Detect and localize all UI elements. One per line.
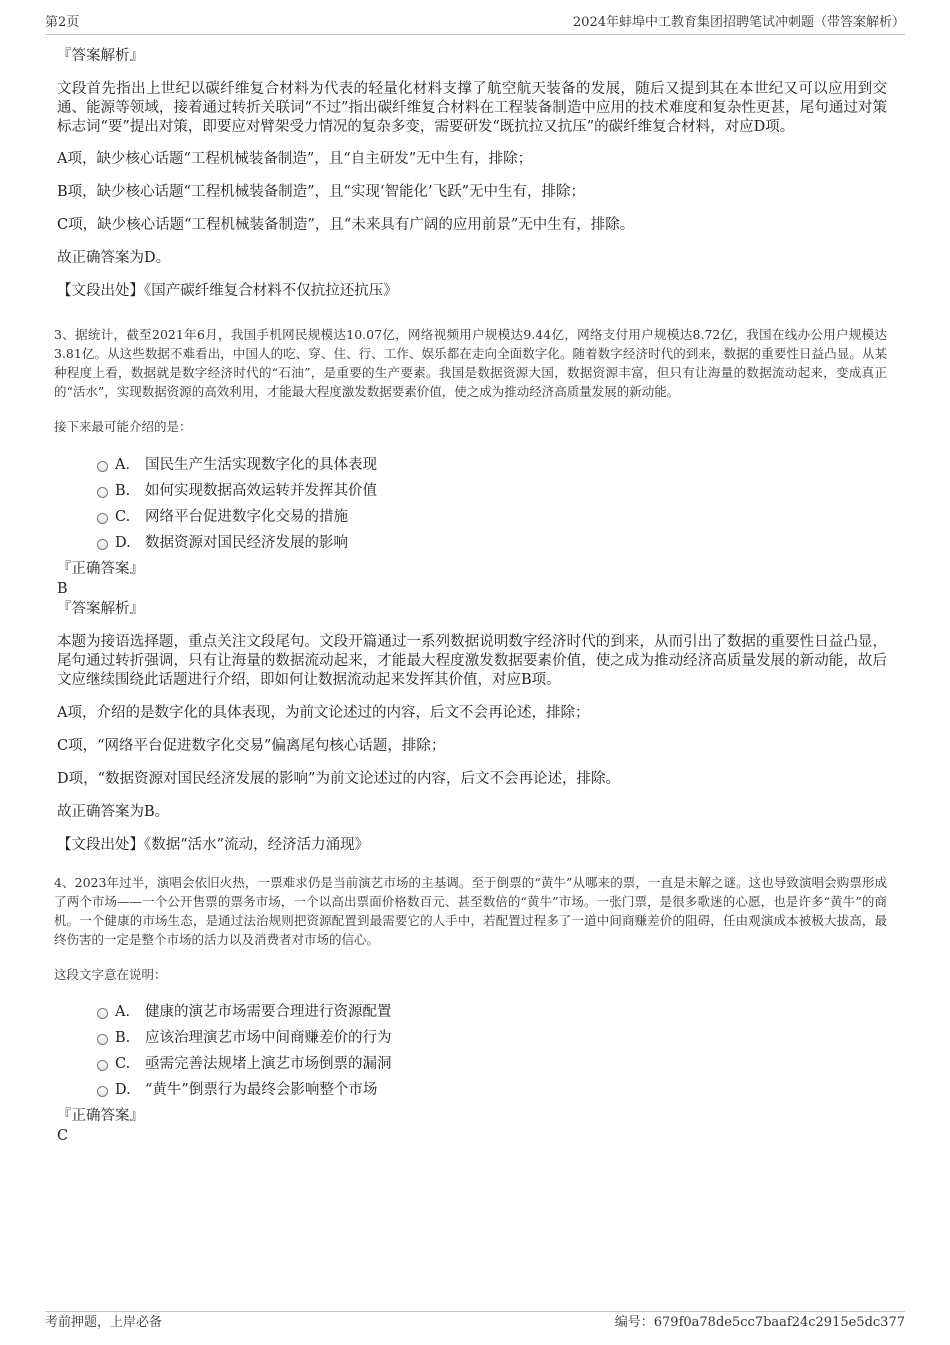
option-note: C项，缺少核心话题“工程机械装备制造”，且“未来具有广阔的应用前景”无中生有，排除。 bbox=[57, 217, 635, 233]
correct-answer-label: 『正确答案』 bbox=[57, 561, 144, 577]
option-key: C. bbox=[115, 1056, 131, 1072]
radio-icon[interactable] bbox=[97, 1008, 108, 1019]
radio-icon[interactable] bbox=[97, 513, 108, 524]
option-key: C. bbox=[115, 509, 131, 525]
option-text: “黄牛”倒票行为最终会影响整个市场 bbox=[145, 1082, 378, 1098]
question-stem: 3、据统计，截至2021年6月，我国手机网民规模达10.07亿，网络视频用户规模达9.44亿，网络支付用户规模达8.72亿，我国在线办公用户规模达3.81亿。从这些数据不难看出，中国人的吃、穿、住、行、工作、娱乐都在走向全面数字化。随着数字经济时代的到来，数据的重要性日益凸显。从某种程度上看，数据就是数字经济时代的“石油”，是重要的生产要素。我国是数据资源大国，数据资源丰富，但只有让海量的数据流动起来，变成真正的“活水”，实现数据资源的高效利用，才能最大程度激发数据要素价值，使之成为推动经济高质量发展的新动能。 bbox=[54, 327, 887, 399]
footer-slogan: 考前押题，上岸必备 bbox=[45, 1315, 163, 1330]
question-stem: 4、2023年过半，演唱会依旧火热，一票难求仍是当前演艺市场的主基调。至于倒票的“黄牛”从哪来的票，一直是未解之谜。这也导致演唱会购票形成了两个市场——一个公开售票的票务市场，一个以高出票面价格数百元、甚至数倍的“黄牛”市场。一张门票，是很多歌迷的心愿，也是许多“黄牛”的商机。一个健康的市场生态，是通过法治规则把资源配置到最需要它的人手中，若配置过程多了一道中间商赚差价的阻碍，任由观演成本被极大拔高，最终伤害的一定是整个市场的活力以及消费者对市场的信心。 bbox=[54, 875, 887, 947]
radio-icon[interactable] bbox=[97, 1060, 108, 1071]
page-content bbox=[54, 46, 887, 1146]
document-title: 2024年蚌埠中工教育集团招聘笔试冲刺题（带答案解析） bbox=[572, 15, 905, 30]
option-key: B. bbox=[115, 483, 131, 499]
option-b[interactable] bbox=[57, 1028, 887, 1054]
option-a[interactable] bbox=[57, 1002, 887, 1028]
option-b[interactable] bbox=[57, 481, 887, 507]
conclusion: 故正确答案为D。 bbox=[57, 250, 171, 266]
option-text: 应该治理演艺市场中间商赚差价的行为 bbox=[145, 1030, 392, 1046]
option-key: A． bbox=[115, 1004, 140, 1020]
option-note: A项，缺少核心话题“工程机械装备制造”，且“自主研发”无中生有，排除； bbox=[57, 151, 533, 167]
option-text: 数据资源对国民经济发展的影响 bbox=[145, 535, 348, 551]
correct-answer-label: 『正确答案』 bbox=[57, 1108, 144, 1124]
option-text: 如何实现数据高效运转并发挥其价值 bbox=[145, 483, 377, 499]
option-text: 亟需完善法规堵上演艺市场倒票的漏洞 bbox=[145, 1056, 392, 1072]
page-number: 第2页 bbox=[45, 15, 80, 30]
analysis-text: 文段首先指出上世纪以碳纤维复合材料为代表的轻量化材料支撑了航空航天装备的发展，随后又提到其在本世纪又可以应用到交通、能源等领域，接着通过转折关联词“不过”指出碳纤维复合材料在工程装备制造中应用的技术难度和复杂性更甚，尾句通过对策标志词“要”提出对策，即要应对臂架受力情况的复杂多变，需要研发“既抗拉又抗压”的碳纤维复合材料，对应D项。 bbox=[57, 81, 887, 135]
option-text: 健康的演艺市场需要合理进行资源配置 bbox=[145, 1004, 392, 1020]
correct-answer: B bbox=[57, 581, 68, 597]
option-text: 国民生产生活实现数字化的具体表现 bbox=[145, 457, 377, 473]
option-list bbox=[57, 455, 887, 559]
analysis-label: 『答案解析』 bbox=[57, 601, 144, 617]
page-header bbox=[45, 12, 905, 35]
option-key: D. bbox=[115, 535, 131, 551]
option-c[interactable] bbox=[57, 507, 887, 533]
page-footer bbox=[45, 1311, 905, 1336]
conclusion: 故正确答案为B。 bbox=[57, 804, 170, 820]
option-list bbox=[57, 1002, 887, 1106]
option-key: D. bbox=[115, 1082, 131, 1098]
correct-answer: C bbox=[57, 1128, 69, 1144]
analysis-label: 『答案解析』 bbox=[57, 48, 144, 64]
option-note: B项，缺少核心话题“工程机械装备制造”，且“实现‘智能化’飞跃”无中生有，排除； bbox=[57, 184, 586, 200]
option-note: C项，“网络平台促进数字化交易”偏离尾句核心话题，排除； bbox=[57, 738, 446, 754]
option-key: A． bbox=[115, 457, 140, 473]
option-key: B. bbox=[115, 1030, 131, 1046]
option-note: A项，介绍的是数字化的具体表现，为前文论述过的内容，后文不会再论述，排除； bbox=[57, 705, 590, 721]
radio-icon[interactable] bbox=[97, 1086, 108, 1097]
radio-icon[interactable] bbox=[97, 1034, 108, 1045]
option-a[interactable] bbox=[57, 455, 887, 481]
option-d[interactable] bbox=[57, 1080, 887, 1106]
radio-icon[interactable] bbox=[97, 461, 108, 472]
question-prompt: 接下来最可能介绍的是： bbox=[54, 419, 192, 434]
passage-source: 【文段出处】《数据“活水”流动，经济活力涌现》 bbox=[57, 837, 370, 853]
option-d[interactable] bbox=[57, 533, 887, 559]
question-prompt: 这段文字意在说明： bbox=[54, 967, 167, 982]
option-c[interactable] bbox=[57, 1054, 887, 1080]
option-text: 网络平台促进数字化交易的措施 bbox=[145, 509, 348, 525]
document-code: 编号：679f0a78de5cc7baaf24c2915e5dc377 bbox=[614, 1315, 905, 1330]
passage-source: 【文段出处】《国产碳纤维复合材料不仅抗拉还抗压》 bbox=[57, 283, 398, 299]
radio-icon[interactable] bbox=[97, 487, 108, 498]
radio-icon[interactable] bbox=[97, 539, 108, 550]
option-note: D项，“数据资源对国民经济发展的影响”为前文论述过的内容，后文不会再论述，排除。 bbox=[57, 771, 620, 787]
analysis-text: 本题为接语选择题，重点关注文段尾句。文段开篇通过一系列数据说明数字经济时代的到来，从而引出了数据的重要性日益凸显，尾句通过转折强调，只有让海量的数据流动起来，才能最大程度激发数据要素价值，使之成为推动经济高质量发展的新动能，故后文应继续围绕此话题进行介绍，即如何让数据流动起来发挥其价值，对应B项。 bbox=[57, 634, 887, 688]
